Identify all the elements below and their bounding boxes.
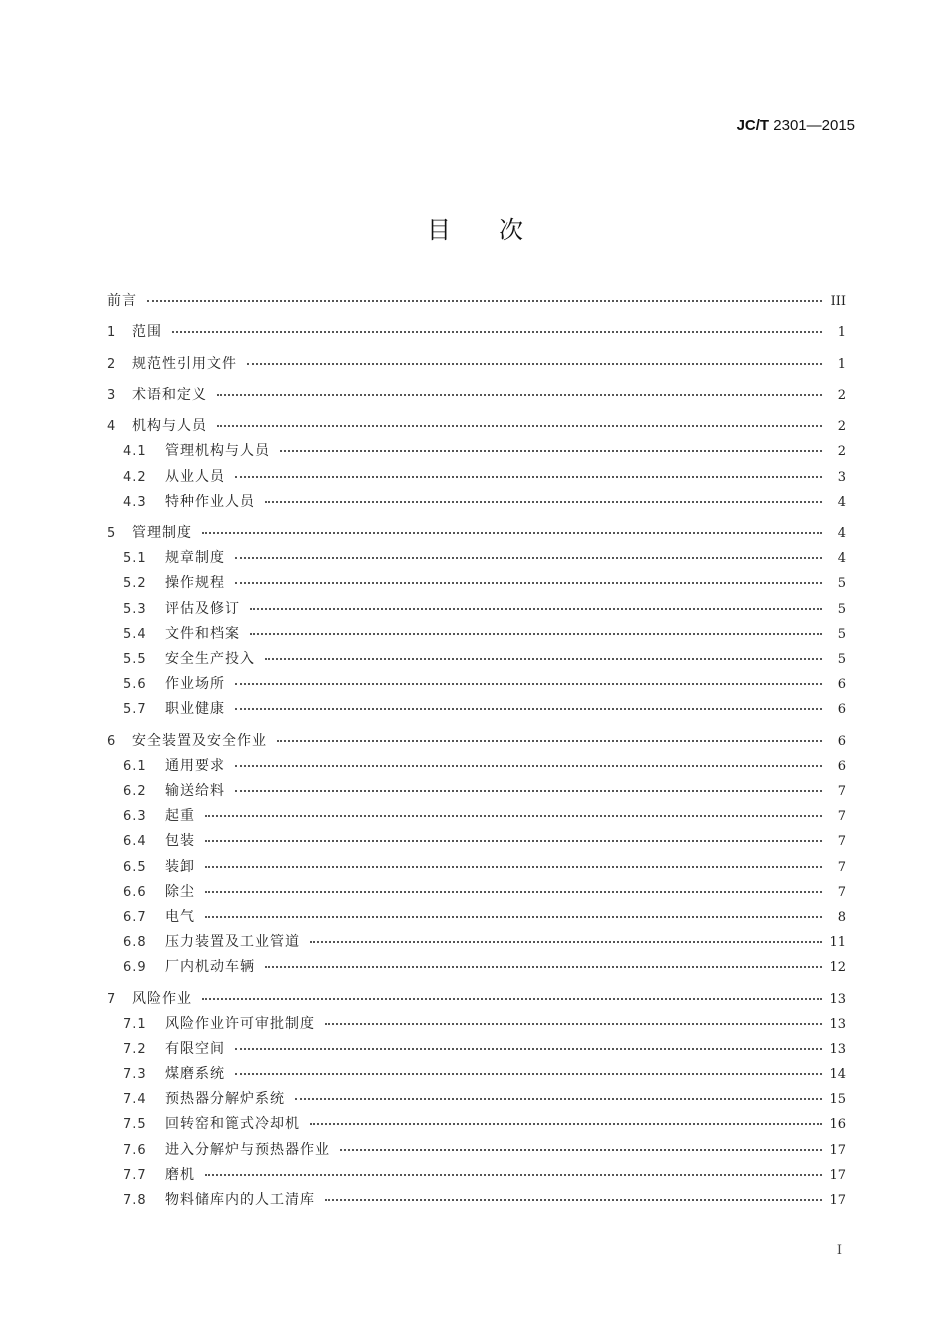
table-of-contents (107, 289, 846, 1213)
toc-entry-page: 12 (829, 960, 846, 976)
toc-entry-number: 6.1 (123, 758, 147, 774)
toc-entry[interactable] (107, 383, 846, 408)
toc-entry-label: 装卸 (165, 858, 195, 875)
toc-entry[interactable] (107, 352, 846, 377)
toc-entry-page: 7 (837, 884, 846, 900)
toc-entry[interactable] (107, 597, 846, 622)
toc-entry-page: 16 (829, 1117, 846, 1133)
toc-dot-leader (250, 622, 822, 635)
standard-code (737, 117, 855, 134)
toc-entry-number: 7.1 (123, 1016, 147, 1032)
toc-entry-page: 17 (829, 1167, 846, 1183)
toc-dot-leader (325, 1188, 822, 1201)
toc-entry-page: 15 (829, 1092, 846, 1108)
toc-entry-page: 4 (837, 494, 846, 510)
toc-entry-number: 6.2 (123, 783, 147, 799)
toc-entry[interactable] (107, 987, 846, 1012)
toc-entry[interactable] (107, 754, 846, 779)
toc-entry-number: 5.3 (123, 601, 147, 617)
toc-dot-leader (235, 465, 822, 478)
toc-dot-leader (250, 597, 822, 610)
toc-entry-number: 4.2 (123, 469, 147, 485)
toc-entry[interactable] (107, 521, 846, 546)
toc-entry[interactable] (107, 729, 846, 754)
toc-entry[interactable] (107, 571, 846, 596)
toc-dot-leader (205, 855, 822, 868)
toc-entry-number: 6.8 (123, 935, 147, 951)
toc-entry-number: 6.6 (123, 884, 147, 900)
toc-entry[interactable] (107, 697, 846, 722)
toc-entry-number: 5.5 (123, 651, 147, 667)
toc-entry-label: 管理制度 (132, 524, 192, 541)
toc-entry-page: 2 (837, 444, 846, 460)
toc-entry-label: 安全生产投入 (165, 650, 255, 667)
toc-entry-number: 4.3 (123, 494, 147, 510)
toc-dot-leader (202, 987, 822, 1000)
toc-entry[interactable] (107, 930, 846, 955)
toc-entry-label: 特种作业人员 (165, 493, 255, 510)
toc-entry-number: 2 (107, 356, 117, 372)
toc-entry[interactable] (107, 855, 846, 880)
toc-dot-leader (205, 905, 822, 918)
toc-dot-leader (280, 439, 822, 452)
toc-entry[interactable] (107, 1138, 846, 1163)
toc-entry-page: 1 (837, 356, 846, 372)
toc-entry-number: 6.5 (123, 859, 147, 875)
toc-entry-page: 7 (837, 809, 846, 825)
toc-entry-number: 7.8 (123, 1193, 147, 1209)
toc-dot-leader (310, 1112, 822, 1125)
toc-dot-leader (265, 955, 822, 968)
toc-entry-page: 14 (829, 1067, 846, 1083)
toc-entry-page: 6 (837, 677, 846, 693)
toc-entry-number: 6.9 (123, 960, 147, 976)
toc-entry-page: 13 (829, 991, 846, 1007)
toc-entry-page: 6 (837, 733, 846, 749)
toc-entry-label: 风险作业 (132, 990, 192, 1007)
toc-entry[interactable] (107, 546, 846, 571)
page-title: 目次 (427, 216, 571, 244)
toc-entry-label: 术语和定义 (132, 386, 207, 403)
toc-entry-page: 8 (837, 909, 846, 925)
toc-dot-leader (235, 546, 822, 559)
toc-dot-leader (265, 490, 822, 503)
toc-entry-label: 职业健康 (165, 701, 225, 718)
toc-entry-label: 包装 (165, 833, 195, 850)
toc-entry-page: 4 (837, 525, 846, 541)
toc-entry-number: 7.7 (123, 1167, 147, 1183)
footer-page-number: I (836, 1243, 842, 1258)
toc-entry[interactable] (107, 804, 846, 829)
toc-entry[interactable] (107, 622, 846, 647)
standard-prefix: JC/T (736, 117, 770, 134)
toc-entry[interactable] (107, 880, 846, 905)
toc-entry-page: 13 (829, 1041, 846, 1057)
toc-entry-number: 6.4 (123, 834, 147, 850)
toc-dot-leader (235, 754, 822, 767)
toc-entry-number: 7.3 (123, 1067, 147, 1083)
toc-dot-leader (325, 1012, 822, 1025)
toc-dot-leader (217, 414, 822, 427)
toc-entry-label: 电气 (165, 908, 195, 925)
toc-dot-leader (295, 1087, 822, 1100)
toc-entry-number: 4 (107, 419, 117, 435)
toc-entry[interactable] (107, 1112, 846, 1137)
toc-entry-page: 5 (837, 651, 846, 667)
toc-entry-label: 风险作业许可审批制度 (165, 1015, 315, 1032)
toc-entry[interactable] (107, 955, 846, 980)
toc-entry-number: 7.5 (123, 1117, 147, 1133)
toc-dot-leader (235, 672, 822, 685)
toc-entry[interactable] (107, 1037, 846, 1062)
toc-entry-page: 1 (837, 325, 846, 341)
toc-entry-page: 3 (837, 469, 846, 485)
toc-dot-leader (205, 1163, 822, 1176)
toc-entry-number: 1 (107, 325, 117, 341)
toc-entry-label: 进入分解炉与预热器作业 (165, 1141, 330, 1158)
toc-entry-label: 作业场所 (165, 676, 225, 693)
toc-entry[interactable] (107, 829, 846, 854)
toc-entry[interactable] (107, 647, 846, 672)
toc-entry-label: 机构与人员 (132, 418, 207, 435)
toc-entry[interactable] (107, 289, 846, 314)
toc-entry-number: 5.6 (123, 677, 147, 693)
toc-entry[interactable] (107, 414, 846, 439)
toc-entry-label: 厂内机动车辆 (165, 959, 255, 976)
toc-entry[interactable] (107, 490, 846, 515)
toc-entry-label: 除尘 (165, 883, 195, 900)
toc-entry-label: 规范性引用文件 (132, 355, 237, 372)
toc-entry-number: 7.4 (123, 1092, 147, 1108)
toc-entry[interactable] (107, 320, 846, 345)
toc-dot-leader (235, 779, 822, 792)
toc-entry-number: 6.7 (123, 909, 147, 925)
toc-entry-page: 7 (837, 859, 846, 875)
toc-entry-label: 前言 (107, 293, 137, 309)
toc-entry-label: 起重 (165, 808, 195, 825)
toc-entry-page: 2 (837, 419, 846, 435)
toc-entry-number: 7.2 (123, 1041, 147, 1057)
toc-entry-number: 5.4 (123, 626, 147, 642)
toc-dot-leader (235, 1037, 822, 1050)
toc-entry-label: 范围 (132, 324, 162, 341)
toc-entry[interactable] (107, 1163, 846, 1188)
toc-entry[interactable] (107, 779, 846, 804)
toc-dot-leader (235, 571, 822, 584)
toc-entry-label: 有限空间 (165, 1040, 225, 1057)
toc-entry-number: 5.7 (123, 702, 147, 718)
toc-entry[interactable] (107, 439, 846, 464)
toc-entry[interactable] (107, 1012, 846, 1037)
toc-dot-leader (235, 697, 822, 710)
toc-entry[interactable] (107, 465, 846, 490)
toc-entry-page: 4 (837, 551, 846, 567)
toc-entry-page: 6 (837, 702, 846, 718)
toc-entry-page: 5 (837, 626, 846, 642)
toc-dot-leader (235, 1062, 822, 1075)
toc-entry-page: 2 (837, 387, 846, 403)
toc-entry-label: 管理机构与人员 (165, 443, 270, 460)
toc-dot-leader (172, 320, 822, 333)
toc-entry-page: 5 (837, 601, 846, 617)
toc-entry-number: 7.6 (123, 1142, 147, 1158)
toc-entry-label: 规章制度 (165, 550, 225, 567)
toc-entry-number: 3 (107, 387, 117, 403)
toc-entry-page: 17 (829, 1142, 846, 1158)
toc-entry-label: 压力装置及工业管道 (165, 934, 300, 951)
toc-entry[interactable] (107, 1087, 846, 1112)
toc-entry-number: 6 (107, 733, 117, 749)
toc-entry-label: 评估及修订 (165, 600, 240, 617)
toc-dot-leader (205, 804, 822, 817)
toc-dot-leader (217, 383, 822, 396)
toc-dot-leader (277, 729, 822, 742)
toc-entry-label: 煤磨系统 (165, 1066, 225, 1083)
toc-entry-number: 5.2 (123, 576, 147, 592)
toc-entry-label: 回转窑和篦式冷却机 (165, 1116, 300, 1133)
toc-dot-leader (202, 521, 822, 534)
toc-entry-label: 文件和档案 (165, 625, 240, 642)
toc-entry-number: 6.3 (123, 809, 147, 825)
toc-dot-leader (205, 880, 822, 893)
toc-entry-page: 7 (837, 834, 846, 850)
toc-entry-page: 11 (829, 935, 846, 951)
toc-entry-label: 从业人员 (165, 468, 225, 485)
toc-dot-leader (205, 829, 822, 842)
toc-entry-page: 7 (837, 783, 846, 799)
toc-entry-label: 输送给料 (165, 782, 225, 799)
toc-entry-label: 安全装置及安全作业 (132, 732, 267, 749)
toc-entry-label: 预热器分解炉系统 (165, 1091, 285, 1108)
toc-entry-page: 6 (837, 758, 846, 774)
toc-dot-leader (265, 647, 822, 660)
toc-entry[interactable] (107, 905, 846, 930)
toc-dot-leader (147, 289, 822, 302)
toc-entry-page: 5 (837, 576, 846, 592)
toc-entry-label: 通用要求 (165, 757, 225, 774)
toc-entry[interactable] (107, 672, 846, 697)
toc-entry-number: 7 (107, 991, 117, 1007)
toc-entry[interactable] (107, 1188, 846, 1213)
toc-entry[interactable] (107, 1062, 846, 1087)
standard-number: 2301—2015 (769, 117, 855, 134)
toc-entry-label: 操作规程 (165, 575, 225, 592)
toc-entry-number: 5 (107, 525, 117, 541)
toc-entry-page: III (830, 294, 846, 309)
toc-entry-page: 13 (829, 1016, 846, 1032)
toc-entry-number: 5.1 (123, 551, 147, 567)
toc-entry-page: 17 (829, 1193, 846, 1209)
toc-entry-label: 物料储库内的人工清库 (165, 1192, 315, 1209)
toc-dot-leader (247, 352, 822, 365)
toc-dot-leader (310, 930, 822, 943)
toc-entry-label: 磨机 (165, 1166, 195, 1183)
toc-entry-number: 4.1 (123, 444, 147, 460)
toc-dot-leader (340, 1138, 822, 1151)
